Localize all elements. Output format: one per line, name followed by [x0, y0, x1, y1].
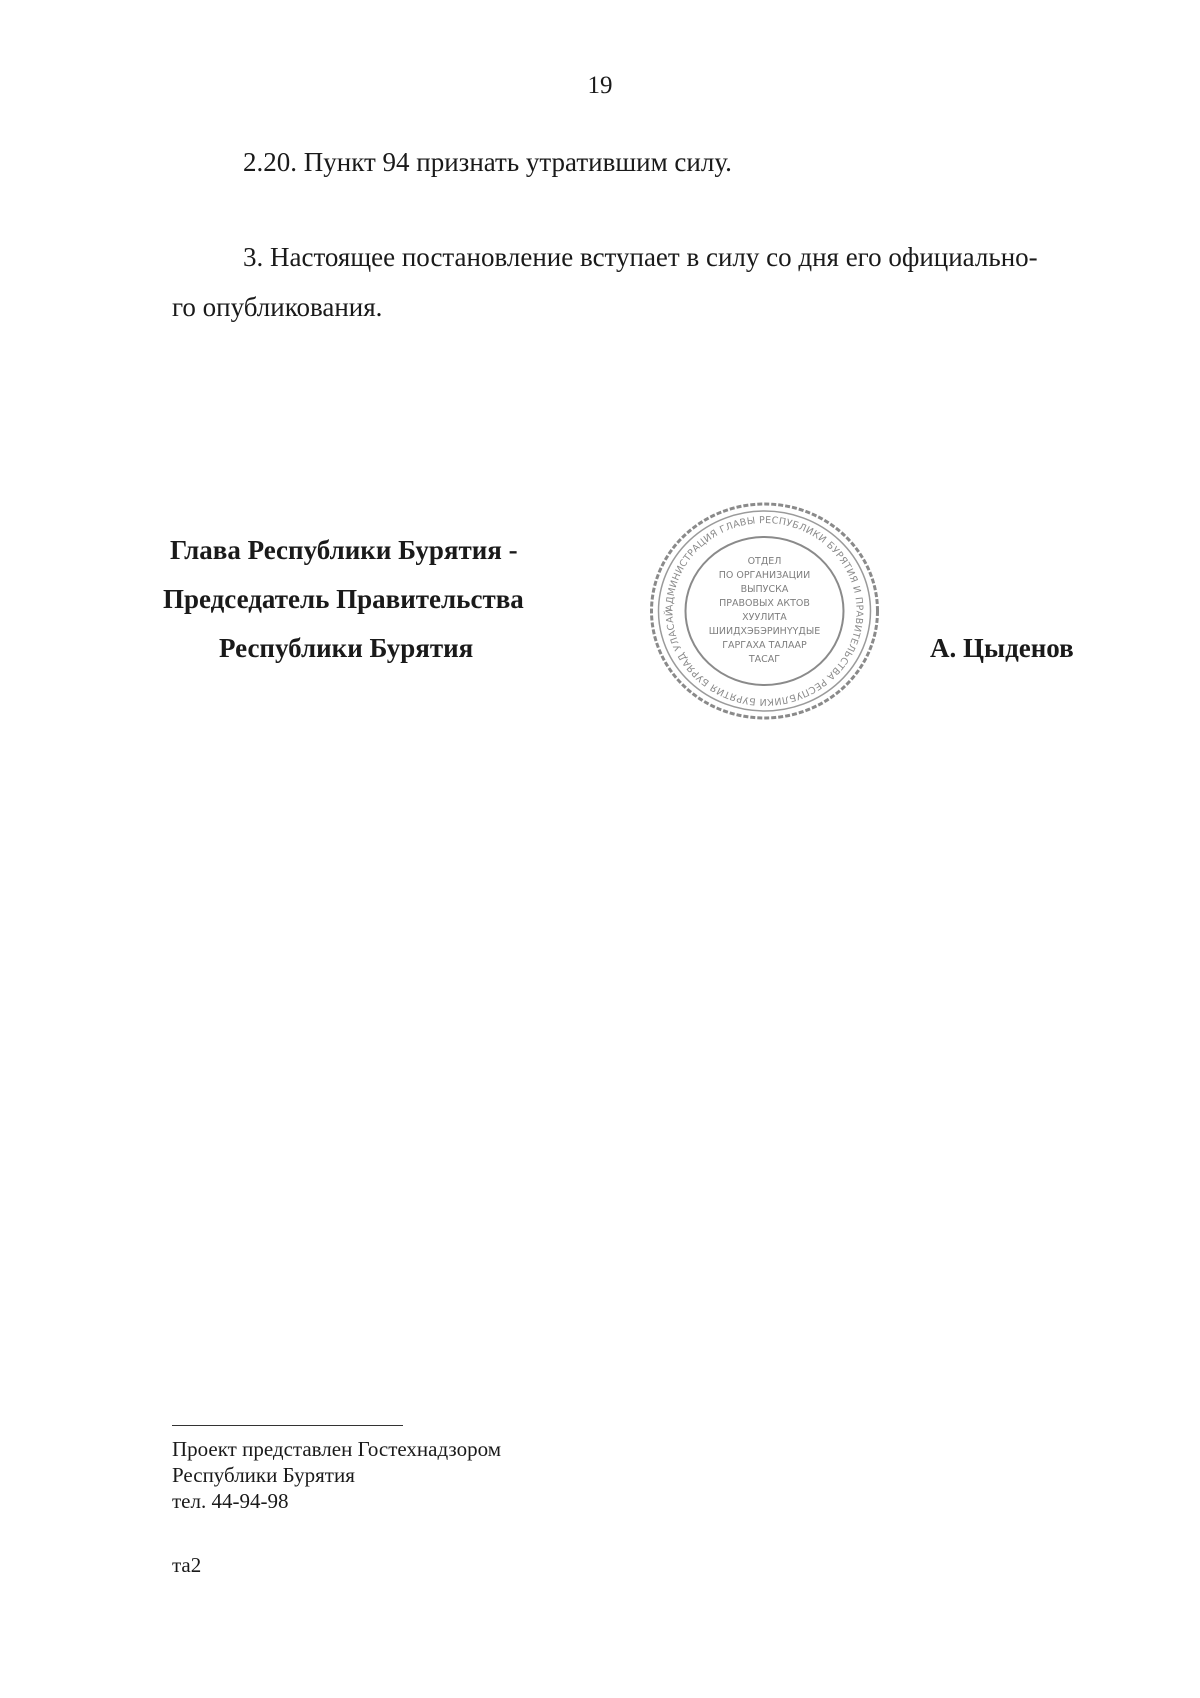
seal-center-line: ПРАВОВЫХ АКТОВ [719, 598, 810, 609]
seal-center-line: ПО ОРГАНИЗАЦИИ [718, 570, 811, 581]
footnote-line-2: Республики Бурятия [172, 1463, 355, 1487]
signatory-name: А. Цыденов [930, 633, 1074, 663]
seal-center-line: ХУУЛИТА [742, 612, 787, 623]
footnote-line-1: Проект представлен Гостехнадзором [172, 1437, 501, 1461]
official-seal [647, 500, 882, 722]
seal-center-line: ШИИДХЭБЭРИНҮҮДЫЕ [708, 626, 821, 637]
document-code: та2 [172, 1553, 202, 1577]
page-number: 19 [587, 72, 613, 99]
signatory-title-line-3: Республики Бурятия [219, 633, 474, 663]
seal-center-line: ВЫПУСКА [740, 584, 789, 595]
seal-center-line: ОТДЕЛ [747, 556, 782, 567]
seal-center-line: ТАСАГ [748, 654, 781, 665]
signatory-title-line-1: Глава Республики Бурятия - [170, 535, 518, 565]
footnote-divider [172, 1425, 403, 1426]
paragraph-3-line-1: 3. Настоящее постановление вступает в силу со дня его официально- [243, 242, 1038, 272]
seal-center-line: ГАРГАХА ТАЛААР [722, 640, 807, 651]
signatory-title-line-2: Председатель Правительства [163, 584, 524, 614]
paragraph-2-20: 2.20. Пункт 94 признать утратившим силу. [243, 147, 732, 177]
official-seal-graphic [647, 500, 882, 722]
paragraph-3-line-2: го опубликования. [172, 292, 383, 322]
footnote-line-3: тел. 44-94-98 [172, 1489, 289, 1513]
seal-ring-text: АДМИНИСТРАЦИЯ ГЛАВЫ РЕСПУБЛИКИ БУРЯТИЯ И ПРАВИТЕЛЬСТВА РЕСПУБЛИКИ БУРЯТИЯ БУРЯАД УЛАСАЙ [664, 514, 865, 708]
